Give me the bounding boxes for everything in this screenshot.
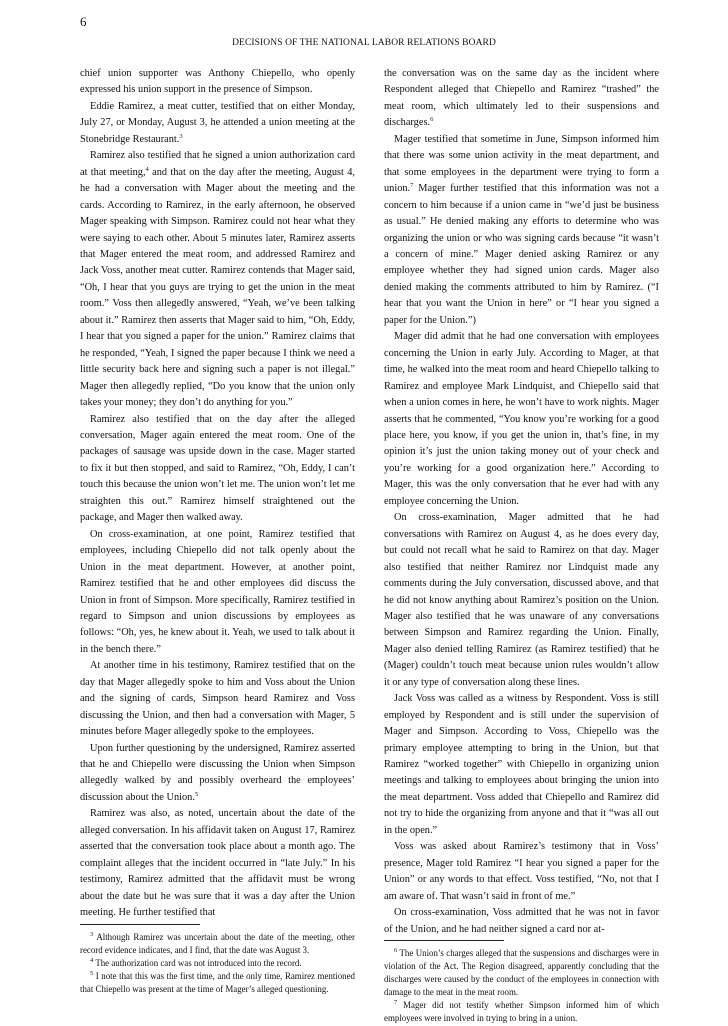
footnote xyxy=(384,947,659,999)
left-column xyxy=(80,66,355,996)
paragraph xyxy=(384,905,659,938)
paragraph xyxy=(80,412,355,527)
right-column xyxy=(384,66,659,1026)
footnote xyxy=(80,931,355,957)
footnote-ref: 3 xyxy=(179,132,183,140)
paragraph-text: Mager did admit that he had one conversation with employees concerning the Union in early July. According to Mager, at that time, he walked into the meat room and heard Chiepello talking to Ramirez and employee Mark Lindquist, and Chiepello said that when a union comes in here, he won’t have to work nights. Mager asserts that he commented, “You know you’re working for a good place here, you know, if you get the union in, that’s fine, in my opinion it’s just the union taking money out of your check and you’re working for a good organization here.” According to Mager, this was the only conversation that he ever had with any employee concerning the Union. xyxy=(384,331,659,507)
footnote-ref: 6 xyxy=(430,116,434,124)
left-footnotes xyxy=(80,931,355,996)
paragraph-text: Ramirez also testified that on the day after the alleged conversation, Mager again entered the meat room. One of the packages of sausage was upside down in the case. Mager started to fix it but then stopped, and said to Ramirez, “Oh, Eddy, I can’t touch this because the union won’t let me. The union won’t let me straighten this out.” Ramirez himself straightened out the package, and Mager then walked away. xyxy=(80,413,355,524)
footnote-text: Although Ramirez was uncertain about the date of the meeting, other record evidence indicates, and I find, that the date was August 3. xyxy=(80,931,355,955)
paragraph-text: Jack Voss was called as a witness by Respondent. Voss is still employed by Respondent and is still under the supervision of Mager and Simpson. According to Voss, Chiepello was the primary employee attempting to bring in the Union, but that Ramirez “worked together” with Chiepello in organizing union meetings and talking to employees about bringing the union into the meat department. Voss added that Chiepello and Ramirez did not try to hide the organizing from anyone and that it “was all out in the open.” xyxy=(384,693,659,836)
footnote-divider xyxy=(80,924,200,925)
footnote-ref: 7 xyxy=(410,182,414,190)
paragraph xyxy=(80,806,355,921)
paragraph-text: At another time in his testimony, Ramirez testified that on the day that Mager allegedly spoke to him and Voss about the Union and the signing of cards, Simpson heard Ramirez and Voss discussing the Union, and then had a conversation with Mager, 5 minutes before Mager allegedly spoke to the employees. xyxy=(80,660,355,738)
footnote xyxy=(384,999,659,1025)
paragraph-text: Mager testified that sometime in June, Simpson informed him that there was some union activity in the meat department, and that some employees in the department were trying to form a union. xyxy=(384,133,659,195)
paragraph-text: On cross-examination, Voss admitted that he was not in favor of the Union, and he had neither signed a card nor at- xyxy=(384,907,659,935)
paragraph xyxy=(80,148,355,411)
footnote xyxy=(80,957,355,970)
paragraph-text: Upon further questioning by the undersigned, Ramirez asserted that he and Chiepello were discussing the Union when Simpson allegedly walked by and possibly overheard the employees’ discussion about the Union. xyxy=(80,742,355,803)
running-head: DECISIONS OF THE NATIONAL LABOR RELATIONS BOARD xyxy=(232,38,496,48)
footnote-number: 5 xyxy=(90,969,94,977)
paragraph-text: Mager further testified that this information was not a concern to him because if a union came in “we’d just be business as usual.” He denied making any efforts to determine who was organizing the union or who was signing cards because “it wasn’t a concern of mine.” Mager denied asking Ramirez or any employee whether they had signed union cards. Mager also denied making the comments attributed to him by Ramirez. (“I hear that you want the Union in here” or “I hear you signed a paper for the Union.”) xyxy=(384,183,659,326)
footnote-number: 3 xyxy=(90,930,94,938)
footnote-text: The authorization card was not introduced into the record. xyxy=(95,957,302,968)
paragraph xyxy=(384,691,659,839)
page-number: 6 xyxy=(80,14,87,29)
paragraph-text: the conversation was on the same day as the incident where Respondent alleged that Chiepello and Ramirez “trashed” the meat room, which ultimately led to their suspensions and discharges. xyxy=(384,68,659,129)
footnote-ref: 4 xyxy=(145,165,149,173)
paragraph xyxy=(384,66,659,132)
paragraph xyxy=(80,658,355,740)
footnote-text: The Union’s charges alleged that the suspensions and discharges were in violation of the Act. The Region disagreed, apparently concluding that the discharges were caused by the conduct of the employees in connection with damage to the meat in the meat room. xyxy=(384,948,659,998)
footnote xyxy=(80,970,355,996)
paragraph xyxy=(80,741,355,807)
left-body-text xyxy=(80,66,355,922)
paragraph-text: On cross-examination, Mager admitted that he had conversations with Ramirez on August 4, as he does every day, but could not recall what he said to Ramirez on that day. Mager also testified that neither Ramirez nor Lindquist made any comments during the July conversation, discussed above, and that he did not know anything about Ramirez’s position on the Union. Mager also testified that he was unaware of any conversations between Simpson and Ramirez regarding the Union. Finally, Mager also denied telling Ramirez (as Ramirez testified) that he (Mager) couldn’t touch meat because union rules wouldn’t allow it or any type of conversation along these lines. xyxy=(384,512,659,688)
paragraph-text: chief union supporter was Anthony Chiepello, who openly expressed his union support in the presence of Simpson. xyxy=(80,68,355,96)
footnote-text: I note that this was the first time, and the only time, Ramirez mentioned that Chiepello was present at the time of Mager’s alleged questioning. xyxy=(80,970,355,994)
paragraph-text: Voss was asked about Ramirez’s testimony that in Voss’ presence, Mager told Ramirez “I hear you signed a paper for the Union” or any words to that effect. Voss testified, “No, not that I am aware of. That wasn’t said in front of me.” xyxy=(384,841,659,902)
paragraph-text: Ramirez also testified that he signed a union authorization card at that meeting, xyxy=(80,150,355,178)
paragraph-text: Eddie Ramirez, a meat cutter, testified that on either Monday, July 27, or Monday, August 3, he attended a union meeting at the Stonebridge Restaurant. xyxy=(80,100,355,145)
paragraph xyxy=(384,132,659,329)
paragraph xyxy=(80,99,355,148)
footnote-number: 6 xyxy=(394,947,398,955)
footnote-number: 4 xyxy=(90,956,94,964)
paragraph-text: Ramirez was also, as noted, uncertain about the date of the alleged conversation. In his affidavit taken on August 17, Ramirez asserted that the conversation took place about a month ago. The complaint alleges that the incident occurred in “late July.” In his testimony, Ramirez admitted that the affidavit must be wrong about the date but he was sure that it was a day after the Union meeting. He further testified that xyxy=(80,808,355,919)
paragraph xyxy=(80,527,355,659)
footnote-divider xyxy=(384,940,504,941)
right-body-text xyxy=(384,66,659,938)
right-footnotes xyxy=(384,947,659,1026)
paragraph xyxy=(384,839,659,905)
paragraph xyxy=(384,510,659,691)
footnote-ref: 5 xyxy=(194,790,199,798)
paragraph xyxy=(80,66,355,99)
paragraph-text: and that on the day after the meeting, August 4, he had a conversation with Mager about the meeting and the cards. According to Ramirez, in the early afternoon, he observed Mager speaking with Simpson. Ramirez could not hear what they were saying to each other. About 5 minutes later, Ramirez asserts that Mager entered the meat room, and addressed Ramirez and Jack Voss, another meat cutter. Ramirez contends that Mager said, “Oh, I hear that you guys are trying to get the union in the meat room.” Voss then allegedly answered, “Yeah, we’ve been talking about it.” Ramirez then asserts that Mager said to him, “Oh, Eddy, I hear that you signed a paper for the union.” Ramirez claims that he responded, “Yeah, I signed the paper because I think we need a little security back here and signing such a paper is not illegal.” Mager then allegedly replied, “Do you know that the union only takes your money; they don’t do anything for you.” xyxy=(80,166,355,409)
paragraph-text: On cross-examination, at one point, Ramirez testified that employees, including Chiepello did not talk openly about the Union in the meat department. However, at another point, Ramirez testified that he and other employees did discuss the Union in front of Simpson. More specifically, Ramirez testified in regard to Simpson and union discussions by employees as follows: “Oh, yes, he knew about it. Yeah, we used to talk about it in the bench there.” xyxy=(80,528,355,655)
footnote-number: 7 xyxy=(394,999,398,1007)
footnote-text: Mager did not testify whether Simpson informed him of which employees were involved in trying to bring in a union. xyxy=(384,1000,660,1024)
paragraph xyxy=(384,329,659,510)
